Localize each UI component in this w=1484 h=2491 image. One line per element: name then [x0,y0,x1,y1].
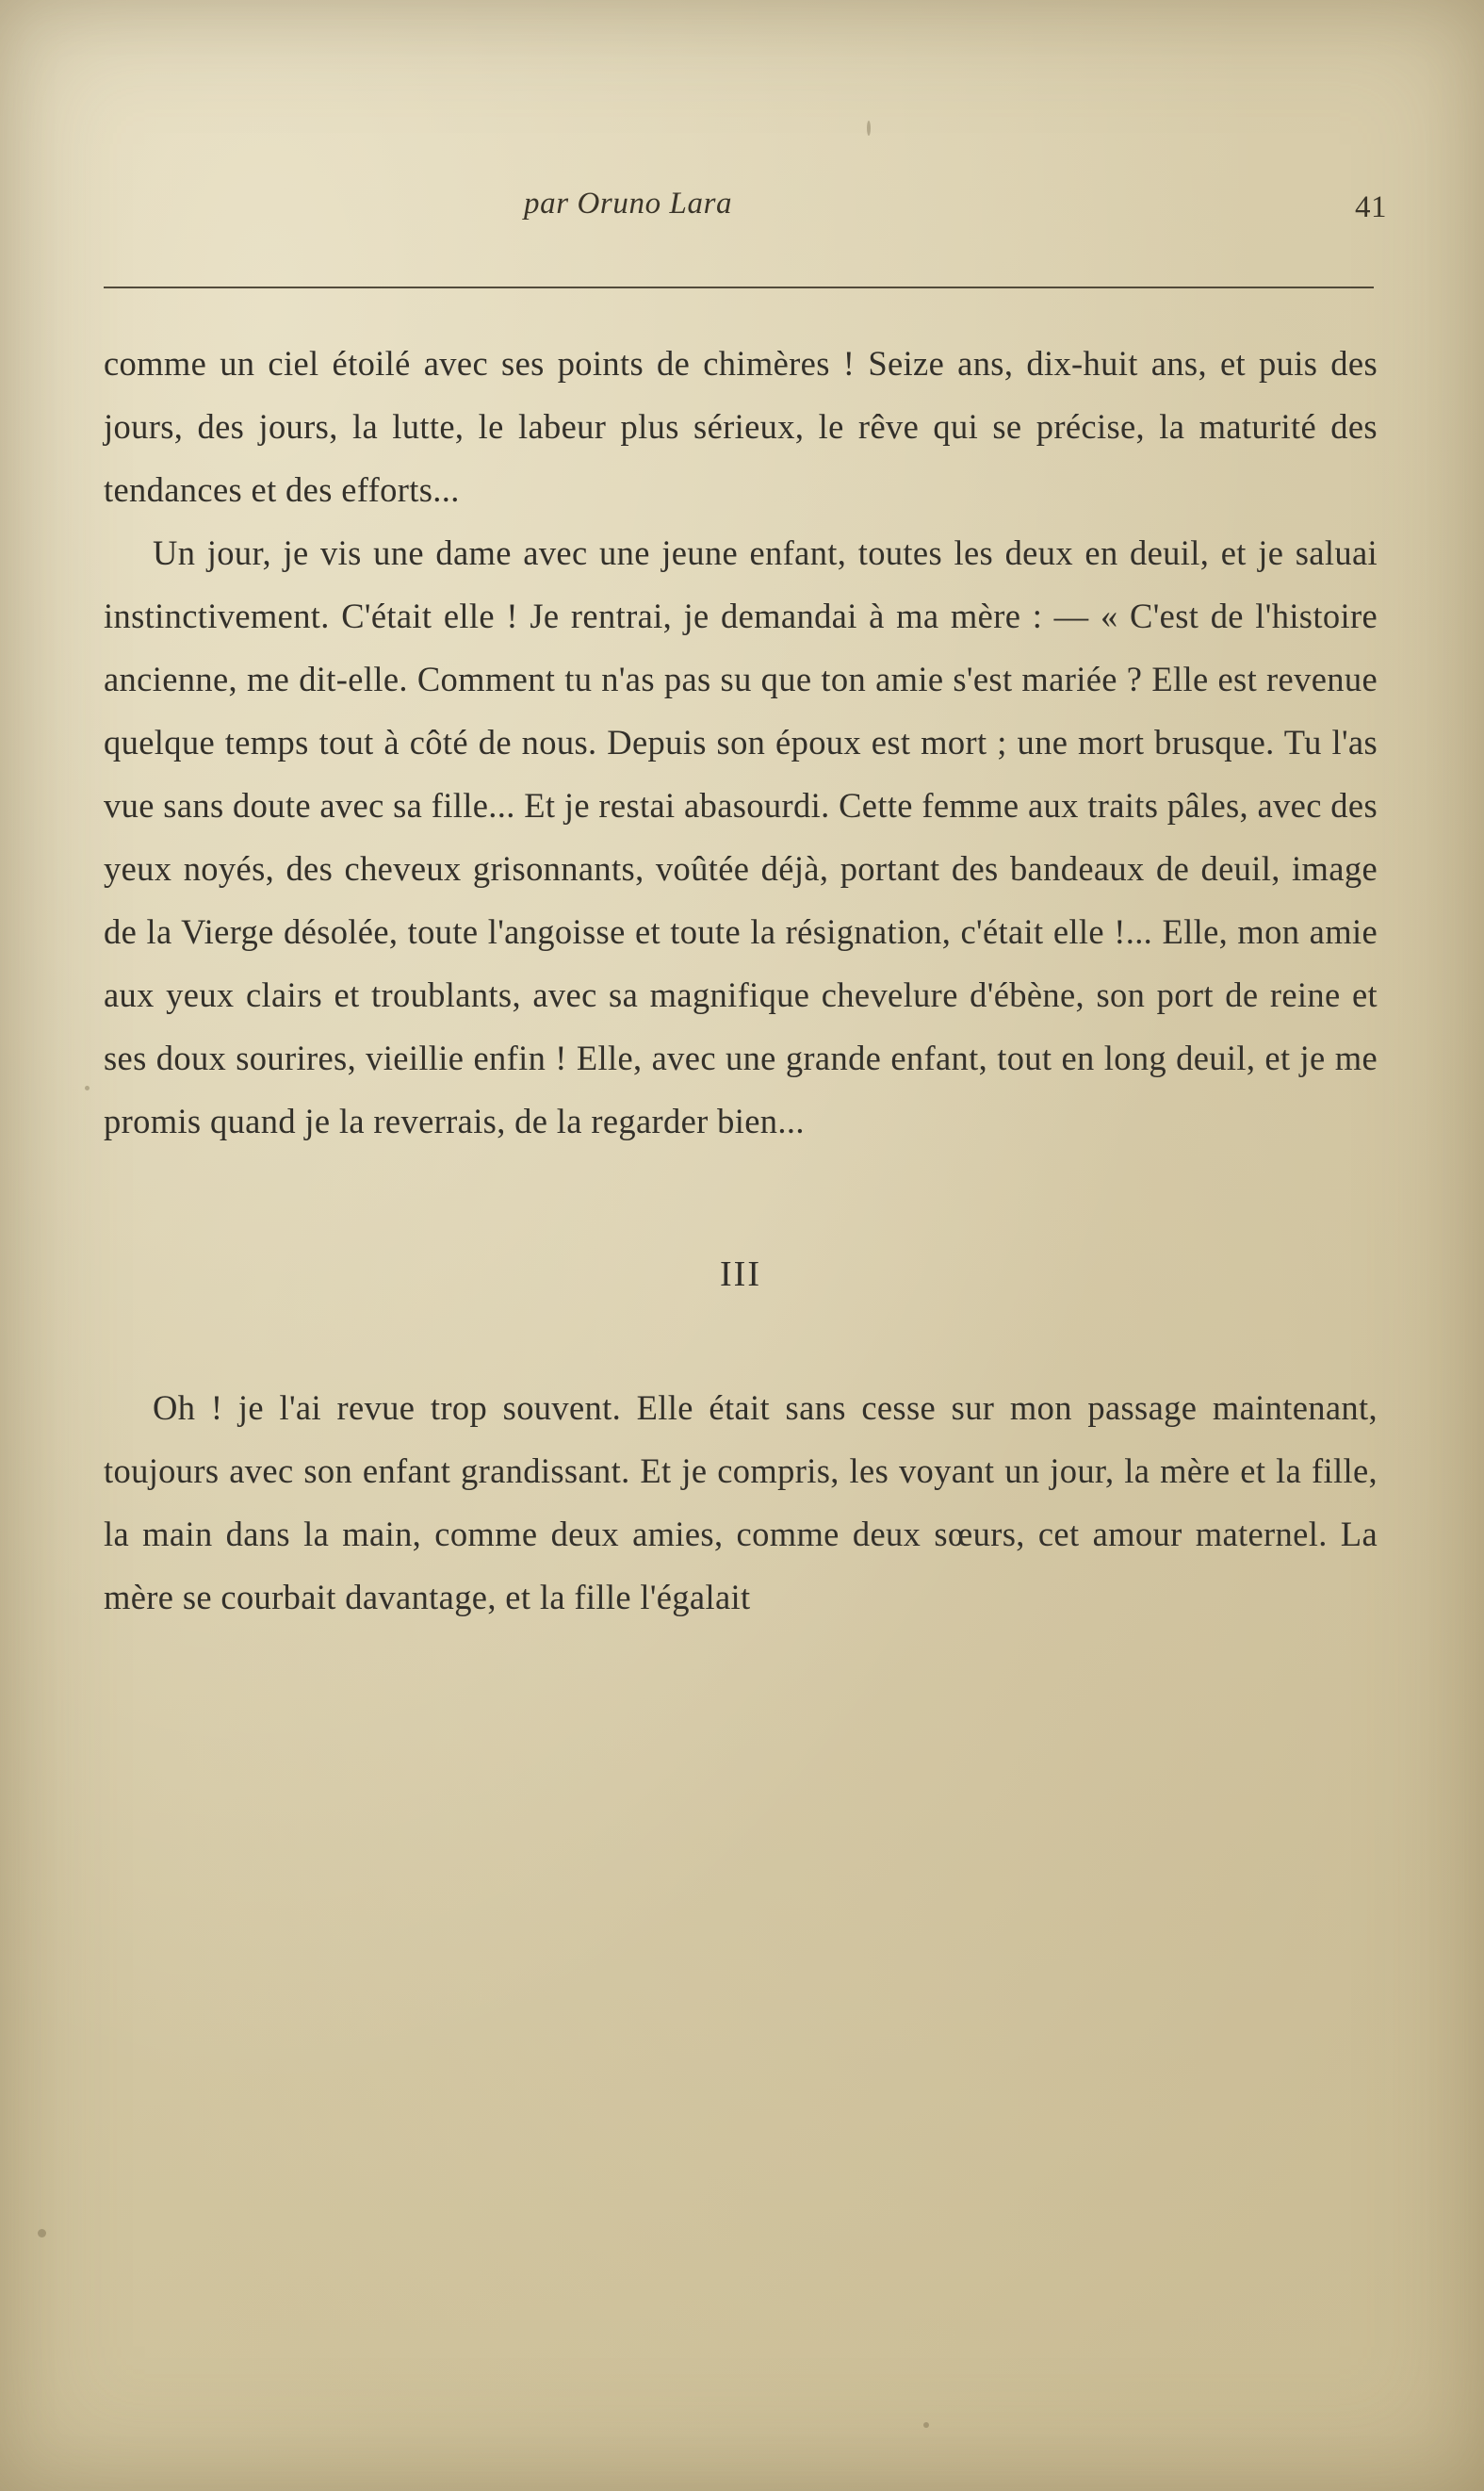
paper-speck [38,2229,46,2237]
paragraph: Oh ! je l'ai revue trop souvent. Elle était sans cesse sur mon passage maintenant, toujours avec son enfant grandissant. Et je compris, les voyant un jour, la mère et la fille, la main dans la main, comme deux amies, comme deux sœurs, cet amour maternel. La mère se courbait davantage, et la fille l'égalait [104,1388,1378,1616]
header-rule [104,287,1374,288]
running-title: par Oruno Lara [524,187,733,221]
page-number: 41 [1355,190,1387,224]
paragraph: Un jour, je vis une dame avec une jeune enfant, toutes les deux en deuil, et je saluai instinctivement. C'était elle ! Je rentrai, je demandai à ma mère : — « C'est de l'histoire ancienne, me dit-elle. Comment tu n'as pas su que ton amie s'est mariée ? Elle est revenue quelque temps tout à côté de nous. Depuis son époux est mort ; une mort brusque. Tu l'as vue sans doute avec sa fille... Et je restai abasourdi. Cette femme aux traits pâles, avec des yeux noyés, des cheveux grisonnants, voûtée déjà, portant des bandeaux de deuil, image de la Vierge désolée, toute l'angoisse et toute la résignation, c'était elle !... Elle, mon amie aux yeux clairs et troublants, avec sa magnifique chevelure d'ébène, son port de reine et ses doux sourires, vieillie enfin ! Elle, avec une grande enfant, tout en long deuil, et je me promis quand je la reverrais, de la regarder bien... [104,533,1378,1140]
paragraph: comme un ciel étoilé avec ses points de chimères ! Seize ans, dix-huit ans, et puis des jours, des jours, la lutte, le labeur plus sérieux, le rêve qui se précise, la maturité des tendances et des efforts... [104,344,1378,509]
page-content [90,0,1400,2491]
section-heading: III [720,1254,761,1294]
body-text [104,332,1378,1629]
paper-speck [85,1086,90,1090]
page-header [90,187,1400,236]
